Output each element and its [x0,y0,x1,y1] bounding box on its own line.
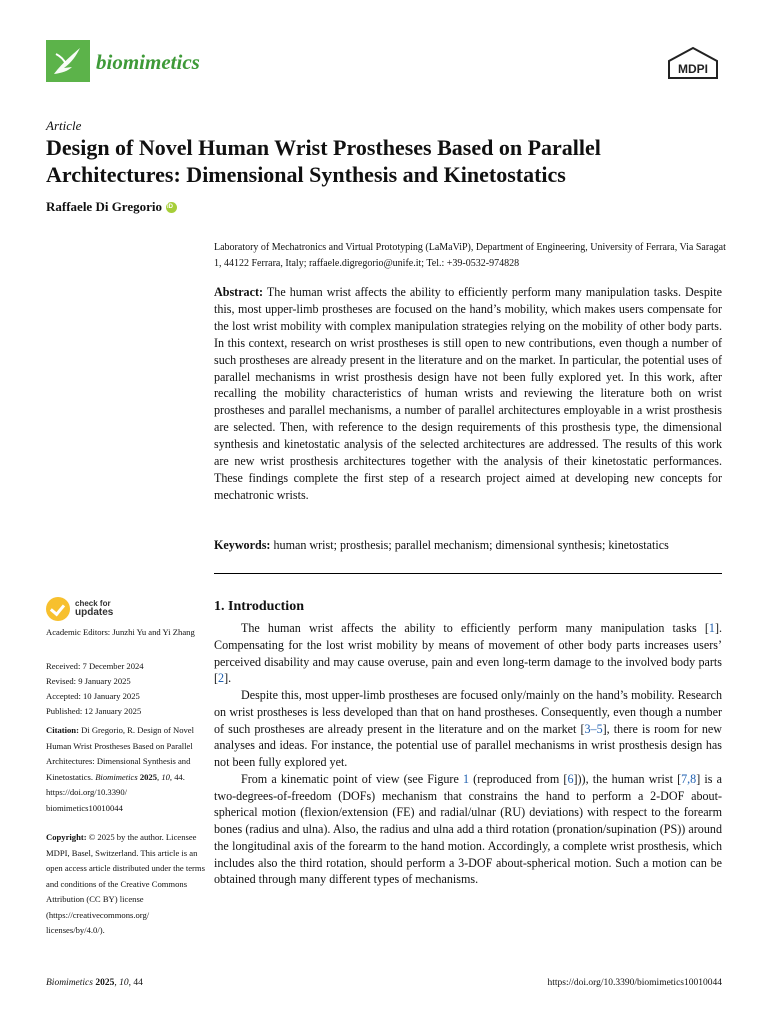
footer-citation: Biomimetics 2025, 10, 44 [46,978,143,988]
received-date: Received: 7 December 2024 [46,661,144,671]
citation-link[interactable]: 1 [708,621,715,635]
citation-link[interactable]: 6 [567,771,574,786]
citation-doi[interactable]: , 44. https://doi.org/10.3390/ biomimetics10010044 [46,771,185,813]
intro-paragraph-2: Despite this, most upper-limb prostheses are focused only/mainly on the hand’s mobility. Research on wrist prostheses is less developed than that on hand prostheses. Consequently, even though a number of such prostheses are already present in the literature and on the market [3–5], there is room for new analyses and ideas. For instance, the potential use of parallel mechanisms in wrist prosthesis design has not been fully explored yet. [214,688,722,769]
affiliation: Laboratory of Mechatronics and Virtual Prototyping (LaMaViP), Department of Engineering, University of Ferrara, Via Saragat 1, 44122 Ferrara, Italy; raffaele.digregorio@unife.it; Tel.: +39-0532-974828 [214,242,726,269]
abstract-text: The human wrist affects the ability to efficiently perform many manipulation tasks. Despite this, most upper-limb prostheses are focused on the hand’s mobility, which makes users compensate for the lost wrist mobility with complex manipulation strategies relying on the mobility of other body parts. In this context, research on wrist prostheses is still open to new contributions, even though a number of such prostheses are already present in the literature and on the market. In particular, the potential uses of parallel mechanisms in wrist prosthesis design have not been fully explored yet. In this work, after recalling the mobility characteristics of human wrists and reviewing the literature both on wrist prostheses and parallel mechanisms, a number of parallel architectures employable in a wrist prosthesis are selected. Then, with reference to the design requirements of this prosthesis type, the dimensional synthesis and kinetostatic analysis of the selected architectures are addressed. The results of this work are new wrist prosthesis architectures together with the analysis of their kinetostatic performances. These findings complete the first step of a research project aimed at developing new concepts for mechatronic wrists. [214,285,722,502]
keywords [214,537,734,553]
citation-label: Citation: [46,725,79,735]
citation-volume: 10 [161,771,170,782]
author-name: Raffaele Di Gregorio [46,199,162,214]
published-date: Published: 12 January 2025 [46,706,142,716]
intro-paragraph-3: From a kinematic point of view (see Figure 1 (reproduced from [6])), the human wrist [7,8] is a two-degrees-of-freedom (DOFs) mechanism that constrains the hand to perform a 2-DOF about-spherical motion (flexion/extension (FE) and radial/ulnar (RU) deviations) with respect to the forearm bones (radius and ulna). Also, the radius and ulna add a third rotation (pronation/supination (PS)) around the longitudinal axis of the forearm to the hand motion. Accordingly, a complete wrist prosthesis, which includes also the third rotation, should perform a 3-DOF about-spherical motion. Such a motion can be obtained through many different types of mechanisms. [214,771,723,887]
citation-year: 2025 [139,771,158,782]
abstract [214,284,722,504]
introduction-body [214,620,722,888]
article-title: Design of Novel Human Wrist Prostheses Based on Parallel Architectures: Dimensional Synthesis and Kinetostatics [46,135,601,187]
article-type: Article [46,118,82,133]
citation-journal: Biomimetics [95,771,138,782]
mdpi-logo[interactable] [666,46,720,80]
keywords-label: Keywords: [214,538,271,552]
orcid-icon[interactable] [166,202,177,213]
accepted-date: Accepted: 10 January 2025 [46,691,140,701]
citation-link[interactable]: 2 [218,671,225,686]
intro-paragraph-1: The human wrist affects the ability to efficiently perform many manipulation tasks [1]. Compensating for the lost wrist mobility by means of movement of other body parts increases users’ perceived disability and may cause overuse, pain and even long-term damage to the involved body parts [2]. [214,621,722,686]
abstract-label: Abstract: [214,285,264,299]
citation-link[interactable]: 3–5 [584,721,603,736]
keywords-text: human wrist; prosthesis; parallel mechanism; dimensional synthesis; kinetostatics [273,538,669,552]
updates-line2: updates [75,607,114,618]
check-for-updates[interactable] [46,597,113,621]
copyright-text: © 2025 by the author. Licensee MDPI, Basel, Switzerland. This article is an open access article distributed under the terms and conditions of the Creative Commons Attribution (CC BY) license (https://creativecommons.org/ licenses/by/4.0/). [46,832,205,935]
author-line [46,199,177,215]
divider [214,573,722,574]
citation-link[interactable]: 7,8 [681,771,697,786]
bird-logo-icon [46,40,90,82]
journal-name[interactable]: biomimetics [96,50,200,74]
citation: Citation: Di Gregorio, R. Design of Novel Human Wrist Prostheses Based on Parallel Architectures: Dimensional Synthesis and Kinetostatics. Biomimetics 2025, 10, 44. https://doi.org/10.3390/ biomimetics10010044 [46,725,195,813]
copyright-label: Copyright: [46,832,87,842]
academic-editors: Academic Editors: Junzhi Yu and Yi Zhang [46,627,195,637]
figure-link[interactable]: 1 [462,771,470,786]
mdpi-logo-text: MDPI [678,62,708,76]
page-footer [46,978,722,988]
copyright [46,830,206,939]
updates-line1: check for [75,599,111,608]
check-updates-icon [46,597,70,621]
citation-text: Di Gregorio, R. Design of Novel Human Wrist Prostheses Based on Parallel Architectures: Dimensional Synthesis and Kinetostatics. [46,725,195,782]
section-heading-introduction: 1. Introduction [214,599,304,614]
journal-logo [46,40,90,82]
footer-doi[interactable]: https://doi.org/10.3390/biomimetics10010044 [547,978,722,988]
revised-date: Revised: 9 January 2025 [46,676,131,686]
